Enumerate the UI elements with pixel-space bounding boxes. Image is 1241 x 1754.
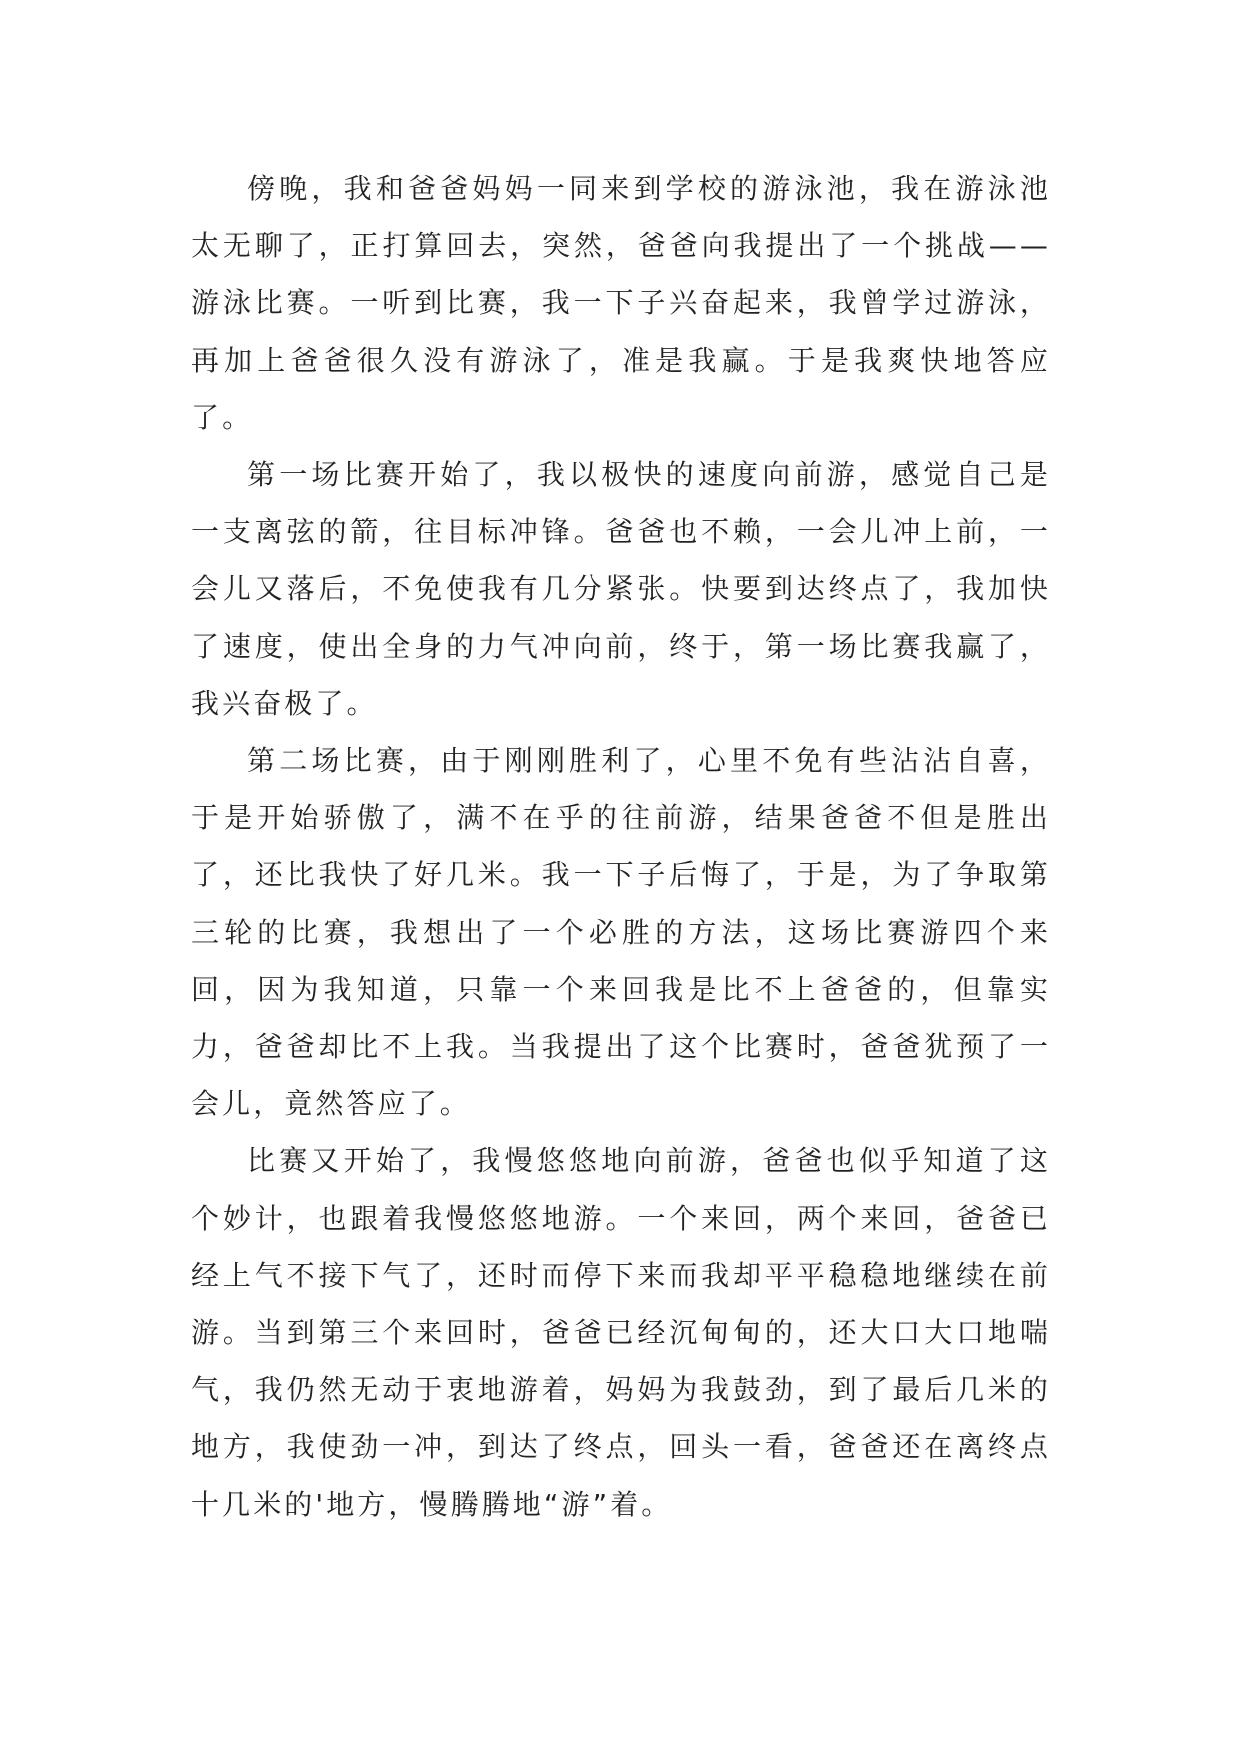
paragraph-2: 第一场比赛开始了，我以极快的速度向前游，感觉自己是一支离弦的箭，往目标冲锋。爸爸也不赖，一会儿冲上前，一会儿又落后，不免使我有几分紧张。快要到达终点了，我加快了速度，使出全身的力气冲向前，终于，第一场比赛我赢了，我兴奋极了。 [191,458,1051,720]
paragraph-3: 第二场比赛，由于刚刚胜利了，心里不免有些沾沾自喜，于是开始骄傲了，满不在乎的往前游，结果爸爸不但是胜出了，还比我快了好几米。我一下子后悔了，于是，为了争取第三轮的比赛，我想出了一个必胜的方法，这场比赛游四个来回，因为我知道，只靠一个来回我是比不上爸爸的，但靠实力，爸爸却比不上我。当我提出了这个比赛时，爸爸犹预了一会儿，竟然答应了。 [191,744,1051,1121]
paragraph-4: 比赛又开始了，我慢悠悠地向前游，爸爸也似乎知道了这个妙计，也跟着我慢悠悠地游。一个来回，两个来回，爸爸已经上气不接下气了，还时而停下来而我却平平稳稳地继续在前游。当到第三个来回时，爸爸已经沉甸甸的，还大口大口地喘气，我仍然无动于衷地游着，妈妈为我鼓劲，到了最后几米的地方，我使劲一冲，到达了终点，回头一看，爸爸还在离终点十几米的'地方，慢腾腾地“游”着。 [191,1144,1051,1521]
essay-body [191,160,1051,1533]
paragraph-1: 傍晚，我和爸爸妈妈一同来到学校的游泳池，我在游泳池太无聊了，正打算回去，突然，爸爸向我提出了一个挑战——游泳比赛。一听到比赛，我一下子兴奋起来，我曾学过游泳，再加上爸爸很久没有游泳了，准是我赢。于是我爽快地答应了。 [191,172,1051,434]
